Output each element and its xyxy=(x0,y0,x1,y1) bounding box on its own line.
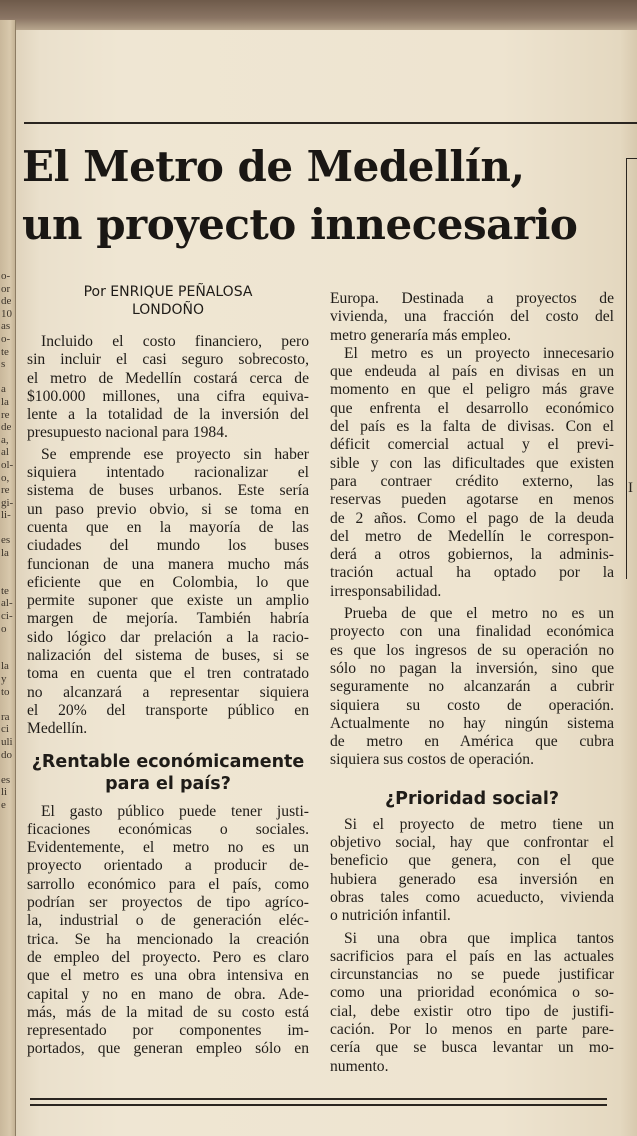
text-line: circunstancias no se puede justificar xyxy=(330,966,614,984)
text-line: toma en cuenta que el tren contratado xyxy=(27,665,309,683)
text-line: que endeuda al país en divisas en un xyxy=(330,363,614,381)
background-top-edge xyxy=(0,0,637,30)
text-line: obras tales como acueducto, vivienda xyxy=(330,888,614,906)
text-line: sarrollo económico para el país, como xyxy=(27,875,309,893)
text-line: del país es la falta de divisas. Con el xyxy=(330,418,614,436)
top-rule xyxy=(24,122,637,124)
paragraph xyxy=(330,290,614,345)
margin-fragment: o, xyxy=(1,471,10,484)
text-line: sacrificios para el país en las actuales xyxy=(330,947,614,965)
margin-fragment: te xyxy=(1,584,9,597)
text-line: del metro de Medellín le correspon- xyxy=(330,527,614,545)
text-line: la, industrial o de generación eléc- xyxy=(27,912,309,930)
text-line: portados, que generan empleo sólo en xyxy=(27,1040,309,1058)
text-line: irresponsabilidad. xyxy=(330,582,442,600)
paragraph xyxy=(27,333,309,443)
margin-fragment: al- xyxy=(1,597,13,610)
text-line: Se emprende ese proyecto sin haber xyxy=(41,445,309,463)
text-line: podrían ser proyectos de tipo agríco- xyxy=(27,894,309,912)
text-line: beneficio que genera, con el que xyxy=(330,852,614,870)
text-line: capital y no en mano de obra. Ade- xyxy=(27,985,309,1003)
text-line: Evidentemente, el metro no es un xyxy=(27,839,309,857)
margin-fragment: te xyxy=(1,345,9,358)
margin-fragment: de xyxy=(1,295,12,308)
text-line: sible y con las dificultades que existen xyxy=(330,454,614,472)
text-line: metro generaría más empleo. xyxy=(330,326,511,344)
text-line: Europa. Destinada a proyectos de xyxy=(330,290,614,307)
margin-fragment: ra xyxy=(1,710,10,723)
text-line: el 20% del transporte público en xyxy=(27,701,309,719)
headline-line: El Metro de Medellín, xyxy=(22,142,525,191)
margin-fragment xyxy=(0,572,15,585)
spacer xyxy=(27,319,309,333)
margin-fragment: la xyxy=(1,660,9,673)
adjacent-article-border xyxy=(626,158,637,579)
text-line: Medellín. xyxy=(27,720,88,738)
text-line: nalización del sistema de buses, si se xyxy=(27,647,309,665)
text-line: Si una obra que implica tantos xyxy=(344,929,614,947)
margin-fragment: e xyxy=(1,798,6,811)
text-line: derá a otros gobiernos, la adminis- xyxy=(330,546,614,564)
margin-fragment: a, xyxy=(1,433,9,446)
margin-fragment: as xyxy=(1,320,11,333)
adjacent-page-strip xyxy=(0,20,16,1136)
section-heading-line: para el país? xyxy=(105,773,231,794)
margin-fragment: a xyxy=(1,383,6,396)
paragraph xyxy=(27,446,309,739)
margin-fragment: es xyxy=(1,773,11,786)
text-line: vivienda, una fracción del costo del xyxy=(330,308,614,326)
text-line: Si el proyecto de metro tiene un xyxy=(344,815,614,833)
headline-line: un proyecto innecesario xyxy=(22,200,578,249)
text-line: seguramente no alcanzarán a cubrir xyxy=(330,678,614,696)
text-line: cación. Por lo menos en parte pare- xyxy=(330,1020,614,1038)
text-line: lente a la totalidad de la inversión del xyxy=(27,406,309,424)
text-line: El gasto público puede tener justi- xyxy=(41,802,309,820)
byline xyxy=(27,283,309,319)
text-line: proyecto con una finalidad económica xyxy=(330,623,614,641)
text-line: El metro es un proyecto innecesario xyxy=(344,344,614,362)
text-line: para contraer crédito externo, las xyxy=(330,472,614,490)
text-line: margen de mejoría. También habría xyxy=(27,610,309,628)
text-line: siquiera su costo de operación. xyxy=(330,696,614,714)
paragraph xyxy=(27,803,309,1059)
margin-fragment: o xyxy=(1,622,7,635)
byline-surname: LONDOÑO xyxy=(131,302,205,318)
margin-fragment xyxy=(0,648,15,661)
margin-fragment: de xyxy=(1,421,12,434)
bottom-rule xyxy=(30,1098,607,1100)
text-line: eficiente que en Colombia, lo que xyxy=(27,573,309,591)
text-line: representado por componentes im- xyxy=(27,1022,309,1040)
margin-fragment: do xyxy=(1,748,12,761)
text-line: sido lógico dar prelación a la racio- xyxy=(27,628,309,646)
margin-fragment: ci- xyxy=(1,610,13,623)
paragraph xyxy=(330,930,614,1076)
text-line: hubiera generado esa inversión en xyxy=(330,870,614,888)
margin-fragment: ci xyxy=(1,723,9,736)
left-column xyxy=(27,283,309,1059)
text-line: o nutrición infantil. xyxy=(330,907,451,925)
margin-fragment: to xyxy=(1,685,10,698)
text-line: tración actual ha optado por la xyxy=(330,564,614,582)
section-heading xyxy=(27,751,309,795)
paragraph xyxy=(330,816,614,926)
right-column xyxy=(330,290,614,1076)
text-line: permite suponer que existe un amplio xyxy=(27,592,309,610)
text-line: de metro en América que cubra xyxy=(330,733,614,751)
headline xyxy=(22,138,622,254)
section-heading-line: ¿Prioridad social? xyxy=(385,788,559,809)
margin-fragment: li- xyxy=(1,509,11,522)
text-line: de empleo del proyecto. Pero es claro xyxy=(27,948,309,966)
margin-fragment: re xyxy=(1,484,10,497)
text-line: como una prioridad económica o so- xyxy=(330,984,614,1002)
text-line: presupuesto nacional para 1984. xyxy=(27,424,228,442)
paragraph xyxy=(330,345,614,601)
text-line: funcionan de una manera mucho más xyxy=(27,555,309,573)
margin-fragment: es xyxy=(1,534,11,547)
text-line: sistema de buses urbanos. Este sería xyxy=(27,482,309,500)
margin-fragment xyxy=(0,522,15,535)
adjacent-article-fragment: I xyxy=(628,480,633,496)
section-heading-line: ¿Rentable económicamente xyxy=(31,751,305,772)
margin-fragment: la xyxy=(1,395,9,408)
text-line: déficit comercial actual y el previ- xyxy=(330,436,614,454)
margin-fragment: o- xyxy=(1,332,11,345)
margin-fragment: al xyxy=(1,446,9,459)
text-line: el metro de Medellín costará cerca de xyxy=(27,369,309,387)
paragraph xyxy=(330,605,614,770)
text-line: reservas pueden agotarse en menos xyxy=(330,491,614,509)
text-line: un paso previo obvio, si se toma en xyxy=(27,500,309,518)
text-line: proyecto orientado a producir de- xyxy=(27,857,309,875)
text-line: es que los ingresos de su operación no xyxy=(330,641,614,659)
text-line: que enfrenta el desarrollo económico xyxy=(330,399,614,417)
margin-fragment xyxy=(0,560,15,573)
text-line: $100.000 millones, una cifra equiva- xyxy=(27,387,309,405)
margin-fragment: s xyxy=(1,358,6,371)
text-line: sin incluir el casi seguro sobrecosto, xyxy=(27,351,309,369)
bottom-rule-secondary xyxy=(30,1104,607,1106)
text-line: objetivo social, hay que confrontar el xyxy=(330,834,614,852)
text-line: cial, debe existir otro tipo de justifi- xyxy=(330,1002,614,1020)
text-line: Actualmente no hay ningún sistema xyxy=(330,714,614,732)
margin-fragment: la xyxy=(1,547,9,560)
byline-name: Por ENRIQUE PEÑALOSA xyxy=(83,284,253,300)
text-line: ciudades del mundo los buses xyxy=(27,537,309,555)
margin-fragment: gi- xyxy=(1,496,14,509)
margin-fragment: ol- xyxy=(1,458,14,471)
text-line: ficaciones económicas o sociales. xyxy=(27,820,309,838)
text-line: no alcanzará a representar siquiera xyxy=(27,683,309,701)
text-line: más, más de la mitad de su costo está xyxy=(27,1003,309,1021)
margin-fragment: li xyxy=(1,786,8,799)
margin-fragment: uli xyxy=(1,735,13,748)
text-line: Prueba de que el metro no es un xyxy=(344,605,614,623)
margin-fragment: or xyxy=(1,282,11,295)
text-line: trica. Se ha mencionado la creación xyxy=(27,930,309,948)
text-line: siquiera sus costos de operación. xyxy=(330,751,534,769)
margin-fragment xyxy=(0,371,15,384)
text-line: momento en que el peligro más grave xyxy=(330,381,614,399)
margin-fragment xyxy=(0,635,15,648)
text-line: de 2 años. Como el pago de la deuda xyxy=(330,509,614,527)
margin-fragment xyxy=(0,761,15,774)
text-line: Incluido el costo financiero, pero xyxy=(41,333,309,350)
text-line: que el metro es una obra intensiva en xyxy=(27,967,309,985)
text-line: cuenta que en la mayoría de las xyxy=(27,518,309,536)
margin-fragment: re xyxy=(1,408,10,421)
text-line: cería que se busca levantar un mo- xyxy=(330,1039,614,1057)
margin-fragment: o- xyxy=(1,270,11,282)
text-line: sólo no pagan la inversión, sino que xyxy=(330,659,614,677)
section-heading xyxy=(330,788,614,810)
margin-fragment xyxy=(0,698,15,711)
margin-fragment: 10 xyxy=(1,307,12,320)
text-line: siquiera intentado racionalizar el xyxy=(27,464,309,482)
margin-fragment: y xyxy=(1,673,7,685)
text-line: numento. xyxy=(330,1057,389,1075)
